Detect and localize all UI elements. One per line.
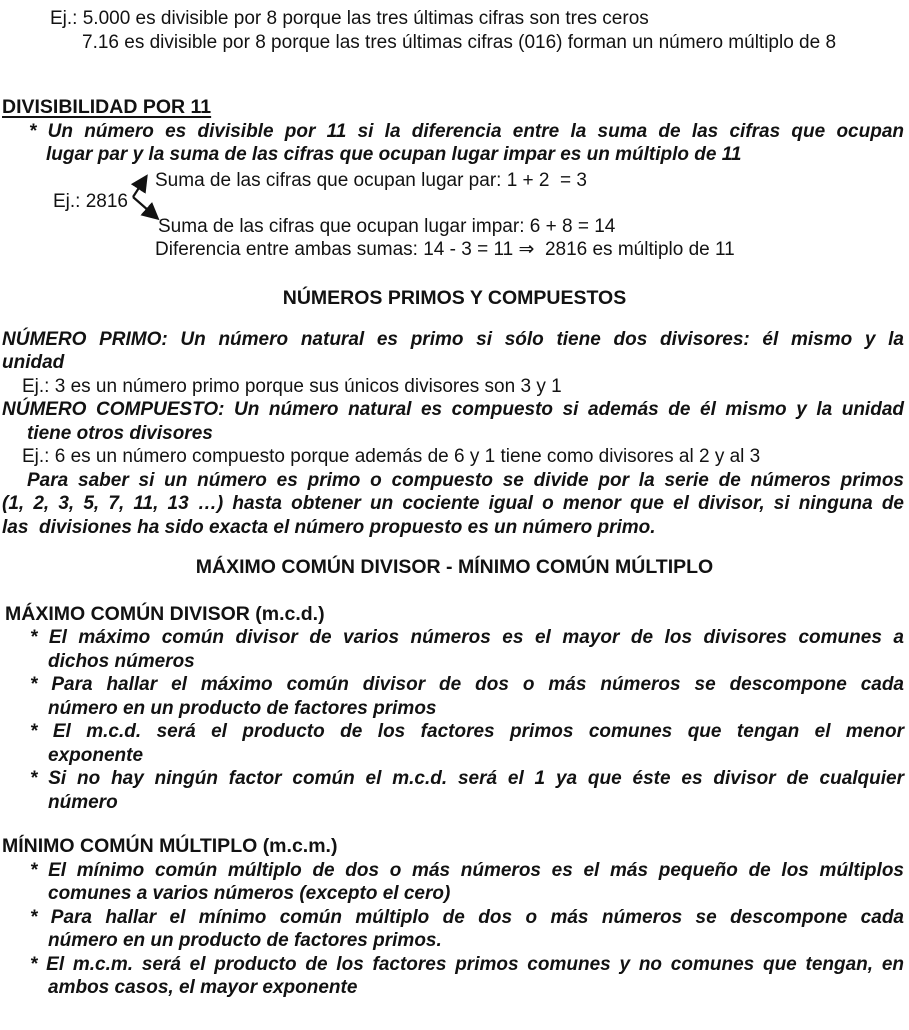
- definition-line: NÚMERO PRIMO: Un número natural es primo si sólo tiene dos divisores: él mismo y la: [2, 328, 904, 350]
- bullet-line: * El m.c.m. será el producto de los factores primos comunes y no comunes que tengan, en: [30, 953, 904, 975]
- sum-even-line: Suma de las cifras que ocupan lugar par: 1 + 2 = 3: [155, 169, 587, 191]
- mcm-bullet: [0, 859, 909, 906]
- prime-definition: [0, 328, 909, 375]
- bullet-line: * El máximo común divisor de varios números es el mayor de los divisores comunes a: [30, 627, 904, 648]
- mcm-bullet: [0, 953, 909, 1000]
- mcd-bullet: [0, 720, 909, 767]
- mcm-bullet: [0, 906, 909, 953]
- mcd-bullet: [0, 767, 909, 814]
- composite-definition: [0, 398, 909, 445]
- bullet-line: número: [48, 791, 118, 813]
- prime-test-method: [0, 469, 909, 540]
- divisibility11-rule: [0, 120, 909, 167]
- bullet-line: ambos casos, el mayor exponente: [48, 977, 358, 998]
- method-line: las divisiones ha sido exacta el número propuesto es un número primo.: [2, 516, 656, 538]
- divisibility8-examples: [0, 7, 909, 54]
- method-line: (1, 2, 3, 5, 7, 11, 13 …) hasta obtener un cociente igual o menor que el divisor, si ninguna de: [2, 493, 904, 514]
- bullet-line: número en un producto de factores primos.: [48, 930, 442, 951]
- definition-line: tiene otros divisores: [27, 422, 213, 444]
- prime-example-line: Ej.: 3 es un número primo porque sus únicos divisores son 3 y 1: [22, 375, 562, 397]
- difference-line: Diferencia entre ambas sumas: 14 - 3 = 11 ⇒ 2816 es múltiplo de 11: [155, 238, 735, 260]
- example-line: Ej.: 5.000 es divisible por 8 porque las tres últimas cifras son tres ceros: [50, 8, 649, 29]
- bullet-line: * El mínimo común múltiplo de dos o más números es el más pequeño de los múltiplos: [30, 859, 904, 881]
- rule-line: lugar par y la suma de las cifras que ocupan lugar impar es un múltiplo de 11: [46, 144, 742, 165]
- bullet-line: dichos números: [48, 650, 195, 672]
- document-page: [0, 7, 909, 1030]
- composite-example-line: Ej.: 6 es un número compuesto porque además de 6 y 1 tiene como divisores al 2 y al 3: [22, 446, 761, 467]
- mcd-bullet: [0, 673, 909, 720]
- definition-line: unidad: [2, 352, 65, 373]
- heading-mcd: MÁXIMO COMÚN DIVISOR (m.c.d.): [5, 602, 325, 625]
- title-numeros-primos: NÚMEROS PRIMOS Y COMPUESTOS: [282, 286, 627, 309]
- method-line: Para saber si un número es primo o compuesto se divide por la serie de números primos: [27, 469, 904, 491]
- bullet-line: * Para hallar el mínimo común múltiplo de dos o más números se descompone cada: [30, 906, 904, 928]
- divisibility11-example-diagram: [0, 167, 909, 262]
- heading-mcm: MÍNIMO COMÚN MÚLTIPLO (m.c.m.): [2, 835, 338, 857]
- sum-odd-line: Suma de las cifras que ocupan lugar impar: 6 + 8 = 14: [158, 215, 616, 237]
- bullet-line: exponente: [48, 744, 144, 766]
- rule-line: * Un número es divisible por 11 si la diferencia entre la suma de las cifras que ocupan: [29, 120, 904, 142]
- bullet-line: comunes a varios números (excepto el cero): [48, 883, 451, 904]
- example-number-label: Ej.: 2816: [53, 190, 128, 212]
- bullet-line: * Si no hay ningún factor común el m.c.d. será el 1 ya que éste es divisor de cualquier: [30, 768, 904, 789]
- section-heading-divisibilidad-11: DIVISIBILIDAD POR 11: [2, 96, 212, 118]
- title-mcd-mcm: MÁXIMO COMÚN DIVISOR - MÍNIMO COMÚN MÚLTIPLO: [195, 556, 714, 578]
- bullet-line: número en un producto de factores primos: [48, 697, 437, 719]
- example-line: 7.16 es divisible por 8 porque las tres últimas cifras (016) forman un número múltiplo de 8: [82, 31, 837, 53]
- bullet-line: * El m.c.d. será el producto de los factores primos comunes que tengan el menor: [30, 721, 904, 742]
- definition-line: NÚMERO COMPUESTO: Un número natural es compuesto si además de él mismo y la unidad: [2, 399, 904, 420]
- bullet-line: * Para hallar el máximo común divisor de dos o más números se descompone cada: [30, 674, 904, 695]
- mcd-bullet: [0, 626, 909, 673]
